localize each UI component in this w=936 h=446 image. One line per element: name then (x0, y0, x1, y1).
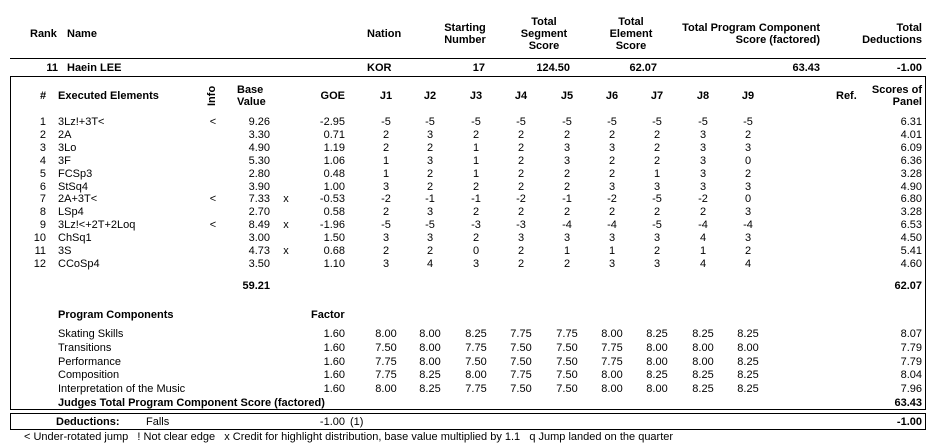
header-nation: Nation (367, 28, 402, 40)
component-judge-8: 8.25 (692, 383, 714, 396)
component-judge-7: 8.00 (646, 383, 668, 396)
element-base-value: 3.50 (248, 257, 270, 270)
component-judge-3: 7.75 (465, 383, 487, 396)
element-judge-7: 2 (653, 206, 661, 219)
element-panel-score: 6.31 (900, 116, 922, 128)
component-judge-5: 7.50 (556, 355, 578, 368)
element-judge-8: 1 (699, 245, 707, 257)
component-judge-6: 7.75 (601, 341, 623, 354)
judge-header-4: J4 (514, 90, 528, 102)
skater-nation: KOR (367, 62, 392, 74)
judge-header-5: J5 (560, 90, 574, 102)
element-judge-4: 2 (517, 206, 525, 219)
component-judge-3: 7.75 (465, 341, 487, 354)
component-judge-1: 7.75 (375, 355, 397, 368)
component-judge-3: 8.00 (465, 369, 487, 382)
element-judge-7: 2 (653, 245, 661, 257)
element-judge-5: -5 (562, 116, 572, 128)
component-name: Interpretation of the Music (58, 383, 186, 396)
element-judge-7: 1 (653, 167, 661, 180)
element-judge-6: 2 (608, 206, 616, 219)
component-name: Transitions (58, 341, 112, 354)
components-factor-header: Factor (311, 309, 345, 321)
component-panel-score: 7.79 (900, 355, 922, 368)
deductions-count: (1) (350, 416, 364, 428)
element-judge-3: 1 (472, 154, 480, 167)
element-judge-3: 2 (472, 180, 480, 193)
component-judge-2: 8.25 (419, 369, 441, 382)
component-judge-6: 7.75 (601, 355, 623, 368)
elements-header-scores: Scores of Panel (871, 84, 922, 108)
element-info: < (209, 193, 217, 206)
element-name: 3Lz!+3T< (58, 116, 105, 128)
element-judge-2: 2 (426, 180, 434, 193)
element-judge-1: -2 (381, 193, 391, 206)
component-judge-5: 7.75 (556, 328, 578, 340)
element-judge-3: 1 (472, 167, 480, 180)
element-panel-score: 6.36 (900, 154, 922, 167)
element-judge-1: 3 (382, 180, 390, 193)
judge-header-8: J8 (696, 90, 710, 102)
component-judge-4: 7.50 (510, 341, 532, 354)
element-judge-6: -4 (607, 219, 617, 232)
deductions-label: Deductions: (56, 416, 120, 428)
element-name: 2A (58, 128, 72, 141)
pcs-total: 63.43 (894, 397, 922, 409)
element-judge-4: 2 (517, 167, 525, 180)
element-judge-3: 0 (472, 245, 480, 257)
element-judge-4: -2 (516, 193, 526, 206)
header-rule (10, 58, 926, 59)
element-judge-6: 2 (608, 128, 616, 141)
element-judge-8: 3 (699, 128, 707, 141)
element-judge-3: -3 (471, 219, 481, 232)
element-number: 8 (39, 206, 46, 219)
header-total-element-score: Total Element Score (609, 16, 653, 52)
element-name: CCoSp4 (58, 257, 100, 270)
component-judge-2: 8.25 (419, 383, 441, 396)
element-judge-1: 1 (382, 167, 390, 180)
element-judge-5: -4 (562, 219, 572, 232)
element-judge-4: 2 (517, 154, 525, 167)
header-total-pcs: Total Program Component Score (factored) (682, 22, 820, 46)
element-panel-score: 6.09 (900, 141, 922, 154)
element-judge-4: 3 (517, 232, 525, 245)
component-factor: 1.60 (323, 369, 345, 382)
component-judge-6: 8.00 (601, 383, 623, 396)
element-judge-8: -5 (698, 116, 708, 128)
element-number: 10 (33, 232, 46, 245)
element-judge-8: 3 (699, 141, 707, 154)
pcs-total-label: Judges Total Program Component Score (factored) (58, 397, 325, 409)
element-name: 3F (58, 154, 71, 167)
component-judge-1: 7.75 (375, 369, 397, 382)
element-judge-9: -4 (743, 219, 753, 232)
element-panel-score: 4.90 (900, 180, 922, 193)
judge-header-7: J7 (650, 90, 664, 102)
elements-header-info: Info (206, 85, 218, 106)
element-judge-2: -5 (425, 116, 435, 128)
element-judge-7: 3 (653, 180, 661, 193)
element-panel-score: 6.53 (900, 219, 922, 232)
element-judge-5: -1 (562, 193, 572, 206)
element-judge-7: 2 (653, 154, 661, 167)
element-name: StSq4 (58, 180, 88, 193)
element-judge-6: 2 (608, 154, 616, 167)
element-judge-5: 3 (563, 232, 571, 245)
element-number: 1 (39, 116, 46, 128)
component-panel-score: 8.07 (900, 328, 922, 340)
component-judge-9: 8.00 (737, 341, 759, 354)
element-goe: 1.00 (323, 180, 345, 193)
element-judge-6: 2 (608, 167, 616, 180)
element-judge-7: 2 (653, 128, 661, 141)
component-judge-2: 8.00 (419, 355, 441, 368)
element-name: 2A+3T< (58, 193, 98, 206)
element-goe: 1.19 (323, 141, 345, 154)
element-judge-6: 3 (608, 180, 616, 193)
component-judge-9: 8.25 (737, 369, 759, 382)
element-panel-score: 6.80 (900, 193, 922, 206)
element-judge-9: 3 (744, 206, 752, 219)
element-panel-score: 5.41 (900, 245, 922, 257)
element-judge-8: 3 (699, 180, 707, 193)
element-base-value: 4.90 (248, 141, 270, 154)
base-value-total: 59.21 (242, 280, 270, 292)
component-judge-4: 7.50 (510, 383, 532, 396)
element-judge-6: 3 (608, 257, 616, 270)
element-name: 3S (58, 245, 72, 257)
component-factor: 1.60 (323, 328, 345, 340)
component-judge-9: 8.25 (737, 383, 759, 396)
element-goe: 0.71 (323, 128, 345, 141)
element-judge-7: -5 (652, 116, 662, 128)
legend: < Under-rotated jump ! Not clear edge x Credit for highlight distribution, base value multiplied by 1.1 q Jump landed on the quarter (24, 431, 674, 443)
element-judge-2: 3 (426, 206, 434, 219)
element-number: 4 (39, 154, 46, 167)
element-name: LSp4 (58, 206, 84, 219)
element-base-value: 8.49 (248, 219, 270, 232)
element-bv-multiplier: x (283, 219, 289, 232)
component-judge-8: 8.00 (692, 341, 714, 354)
element-base-value: 5.30 (248, 154, 270, 167)
element-goe: 1.06 (323, 154, 345, 167)
element-number: 5 (39, 167, 46, 180)
element-judge-9: 2 (744, 128, 752, 141)
component-judge-8: 8.00 (692, 355, 714, 368)
element-judge-9: 3 (744, 180, 752, 193)
element-judge-2: 3 (426, 128, 434, 141)
element-judge-5: 2 (563, 167, 571, 180)
component-judge-6: 8.00 (601, 328, 623, 340)
element-judge-4: -3 (516, 219, 526, 232)
elements-header-executed: Executed Elements (58, 90, 159, 102)
skater-starting-number: 17 (472, 62, 485, 74)
element-judge-3: -1 (471, 193, 481, 206)
element-judge-8: 2 (699, 206, 707, 219)
skater-rank: 11 (46, 62, 58, 74)
element-judge-9: 3 (744, 232, 752, 245)
component-judge-2: 8.00 (419, 328, 441, 340)
skater-deductions: -1.00 (896, 62, 922, 74)
component-judge-7: 8.00 (646, 355, 668, 368)
element-judge-5: 3 (563, 154, 571, 167)
judge-header-1: J1 (379, 90, 393, 102)
element-judge-1: 2 (382, 141, 390, 154)
header-starting-number: Starting Number (444, 22, 486, 46)
element-judge-1: 2 (382, 206, 390, 219)
header-total-deductions: Total Deductions (862, 22, 922, 46)
element-number: 2 (39, 128, 46, 141)
element-judge-8: 4 (699, 232, 707, 245)
element-panel-score: 3.28 (900, 206, 922, 219)
component-judge-4: 7.75 (510, 328, 532, 340)
element-judge-7: 3 (653, 257, 661, 270)
element-judge-2: -5 (425, 219, 435, 232)
deductions-item: Falls (146, 416, 170, 428)
element-judge-7: 3 (653, 232, 661, 245)
header-rank: Rank (30, 28, 57, 40)
judge-header-6: J6 (605, 90, 619, 102)
element-judge-2: 2 (426, 141, 434, 154)
element-panel-score: 4.01 (900, 128, 922, 141)
element-name: 3Lo (58, 141, 77, 154)
element-info: < (209, 219, 217, 232)
deductions-value: -1.00 (319, 416, 345, 428)
element-base-value: 3.00 (248, 232, 270, 245)
element-judge-5: 2 (563, 257, 571, 270)
component-panel-score: 7.96 (900, 383, 922, 396)
element-judge-5: 2 (563, 180, 571, 193)
element-judge-8: 3 (699, 167, 707, 180)
component-name: Composition (58, 369, 120, 382)
element-number: 12 (33, 257, 46, 270)
skater-segment-score: 124.50 (536, 62, 570, 74)
component-judge-7: 8.25 (646, 369, 668, 382)
element-judge-3: 2 (472, 206, 480, 219)
element-judge-3: 3 (472, 257, 480, 270)
element-judge-2: 3 (426, 232, 434, 245)
element-judge-2: 2 (426, 245, 434, 257)
judge-header-3: J3 (469, 90, 483, 102)
element-panel-score: 3.28 (900, 167, 922, 180)
element-name: ChSq1 (58, 232, 92, 245)
element-base-value: 4.73 (248, 245, 270, 257)
element-goe: 0.48 (323, 167, 345, 180)
component-judge-5: 7.50 (556, 383, 578, 396)
element-judge-6: -5 (607, 116, 617, 128)
element-base-value: 3.90 (248, 180, 270, 193)
element-judge-4: -5 (516, 116, 526, 128)
element-judge-7: -5 (652, 219, 662, 232)
element-judge-1: -5 (381, 219, 391, 232)
element-judge-1: 3 (382, 232, 390, 245)
element-number: 6 (39, 180, 46, 193)
element-judge-5: 3 (563, 141, 571, 154)
skater-element-score: 62.07 (629, 62, 657, 74)
judge-header-2: J2 (423, 90, 437, 102)
element-goe: 0.58 (323, 206, 345, 219)
element-judge-8: -2 (698, 193, 708, 206)
element-info: < (209, 116, 217, 128)
element-number: 7 (39, 193, 46, 206)
component-judge-4: 7.75 (510, 369, 532, 382)
component-judge-1: 8.00 (375, 383, 397, 396)
element-judge-4: 2 (517, 141, 525, 154)
component-judge-9: 8.25 (737, 355, 759, 368)
element-judge-6: -2 (607, 193, 617, 206)
element-base-value: 9.26 (248, 116, 270, 128)
component-judge-3: 7.50 (465, 355, 487, 368)
components-title: Program Components (58, 309, 174, 321)
element-judge-2: 2 (426, 167, 434, 180)
element-judge-2: 4 (426, 257, 434, 270)
element-judge-3: -5 (471, 116, 481, 128)
element-bv-multiplier: x (283, 193, 289, 206)
element-judge-1: 2 (382, 245, 390, 257)
component-factor: 1.60 (323, 355, 345, 368)
element-name: FCSp3 (58, 167, 93, 180)
component-judge-5: 7.50 (556, 341, 578, 354)
element-judge-1: 2 (382, 128, 390, 141)
element-judge-3: 2 (472, 128, 480, 141)
element-judge-9: 0 (744, 193, 752, 206)
element-goe: -2.95 (319, 116, 345, 128)
element-judge-1: 3 (382, 257, 390, 270)
element-judge-3: 2 (472, 232, 480, 245)
element-judge-6: 3 (608, 141, 616, 154)
element-base-value: 2.70 (248, 206, 270, 219)
elements-header-ref: Ref. (836, 90, 857, 102)
element-judge-4: 2 (517, 128, 525, 141)
element-judge-6: 1 (608, 245, 616, 257)
component-judge-3: 8.25 (465, 328, 487, 340)
skater-name: Haein LEE (67, 62, 122, 74)
element-goe: -0.53 (319, 193, 345, 206)
element-judge-2: -1 (425, 193, 435, 206)
elements-header-goe: GOE (320, 90, 345, 102)
deductions-total: -1.00 (896, 416, 922, 428)
element-judge-9: -5 (743, 116, 753, 128)
element-judge-4: 2 (517, 245, 525, 257)
element-goe: 1.10 (323, 257, 345, 270)
component-panel-score: 8.04 (900, 369, 922, 382)
component-judge-1: 7.50 (375, 341, 397, 354)
element-judge-7: 2 (653, 141, 661, 154)
component-judge-8: 8.25 (692, 328, 714, 340)
element-goe: -1.96 (319, 219, 345, 232)
component-name: Performance (58, 355, 121, 368)
component-panel-score: 7.79 (900, 341, 922, 354)
element-number: 9 (39, 219, 46, 232)
header-total-segment-score: Total Segment Score (520, 16, 568, 52)
element-judge-8: 3 (699, 154, 707, 167)
element-judge-7: -5 (652, 193, 662, 206)
component-judge-7: 8.25 (646, 328, 668, 340)
element-judge-9: 4 (744, 257, 752, 270)
skater-pcs: 63.43 (792, 62, 820, 74)
element-judge-1: 1 (382, 154, 390, 167)
element-base-value: 2.80 (248, 167, 270, 180)
elements-total: 62.07 (894, 280, 922, 292)
element-judge-4: 2 (517, 180, 525, 193)
element-base-value: 3.30 (248, 128, 270, 141)
element-judge-9: 2 (744, 167, 752, 180)
element-judge-3: 1 (472, 141, 480, 154)
element-judge-2: 3 (426, 154, 434, 167)
header-name: Name (67, 28, 97, 40)
component-name: Skating Skills (58, 328, 124, 340)
component-factor: 1.60 (323, 383, 345, 396)
component-judge-6: 8.00 (601, 369, 623, 382)
element-judge-6: 3 (608, 232, 616, 245)
component-judge-7: 8.00 (646, 341, 668, 354)
element-goe: 1.50 (323, 232, 345, 245)
elements-header-base-value: Base Value (237, 84, 266, 108)
element-judge-5: 2 (563, 206, 571, 219)
element-judge-9: 0 (744, 154, 752, 167)
element-judge-1: -5 (381, 116, 391, 128)
element-judge-4: 2 (517, 257, 525, 270)
element-panel-score: 4.50 (900, 232, 922, 245)
element-judge-8: 4 (699, 257, 707, 270)
component-judge-5: 7.50 (556, 369, 578, 382)
component-factor: 1.60 (323, 341, 345, 354)
element-base-value: 7.33 (248, 193, 270, 206)
element-goe: 0.68 (323, 245, 345, 257)
element-panel-score: 4.60 (900, 257, 922, 270)
component-judge-1: 8.00 (375, 328, 397, 340)
element-judge-8: -4 (698, 219, 708, 232)
element-judge-9: 2 (744, 245, 752, 257)
judge-header-9: J9 (741, 90, 755, 102)
elements-header-num: # (40, 90, 47, 102)
component-judge-8: 8.25 (692, 369, 714, 382)
component-judge-2: 8.00 (419, 341, 441, 354)
element-name: 3Lz!<+2T+2Loq (58, 219, 136, 232)
component-judge-4: 7.50 (510, 355, 532, 368)
element-judge-5: 2 (563, 128, 571, 141)
element-judge-9: 3 (744, 141, 752, 154)
element-number: 11 (34, 245, 46, 257)
component-judge-9: 8.25 (737, 328, 759, 340)
element-number: 3 (39, 141, 46, 154)
element-judge-5: 1 (563, 245, 571, 257)
element-bv-multiplier: x (283, 245, 289, 257)
